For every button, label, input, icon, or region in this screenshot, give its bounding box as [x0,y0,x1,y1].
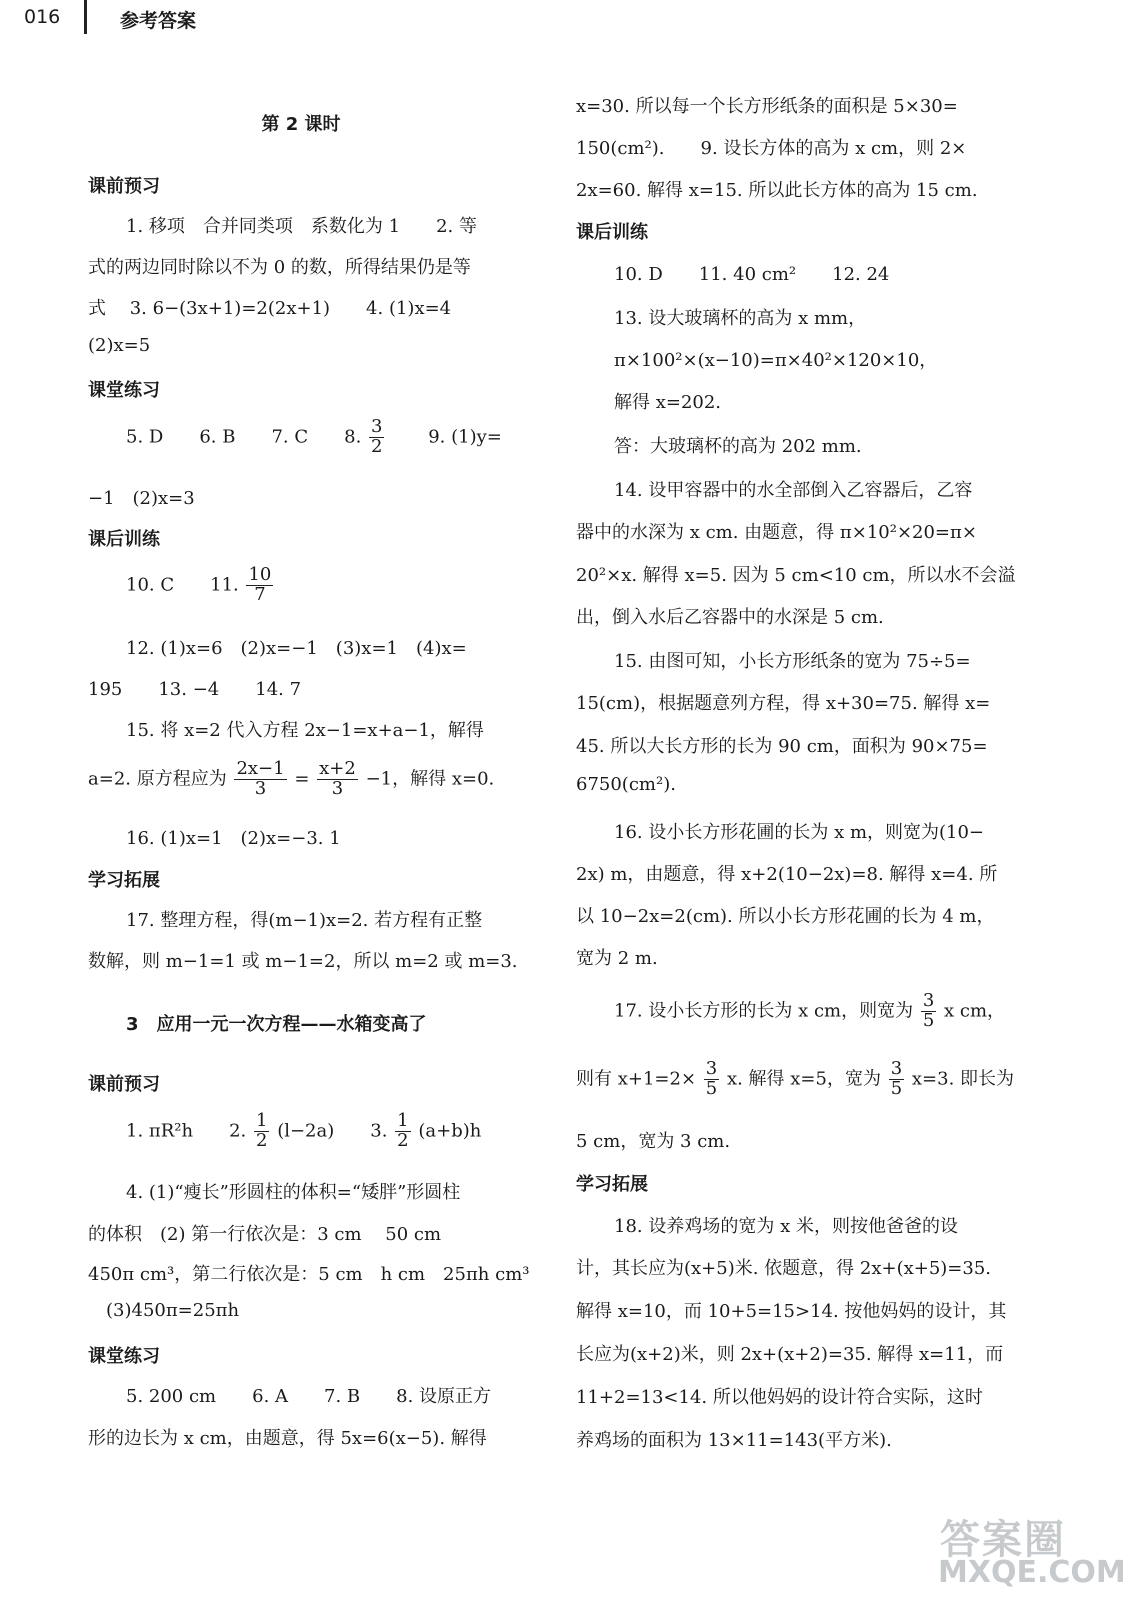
answer-line: 14. 设甲容器中的水全部倒入乙容器后，乙容 [614,480,973,501]
denominator: 2 [371,435,383,457]
fraction [254,1112,269,1151]
answer-line: 5 cm，宽为 3 cm. [576,1131,731,1152]
numerator: 1 [397,1110,409,1131]
denominator: 2 [397,1129,409,1151]
lesson-title: 第 2 课时 [261,114,341,135]
header-divider [84,0,87,34]
fraction [889,1060,904,1099]
fraction [921,992,936,1031]
answer-line [88,418,514,457]
denominator: 2 [256,1129,268,1151]
page-number: 016 [24,6,61,28]
denominator: 5 [922,1009,935,1031]
answer-line: 12. (1)x=6 (2)x=−1 (3)x=1 (4)x= [126,638,467,659]
page-header-title: 参考答案 [120,10,197,32]
answer-text: 则有 x+1=2× [576,1068,697,1090]
answer-line: 4. (1)“瘦长”形圆柱的体积=“矮胖”形圆柱 [126,1182,461,1203]
section-title: 3 应用一元一次方程——水箱变高了 [126,1014,427,1035]
answer-line: 数解，则 m−1=1 或 m−1=2，所以 m=2 或 m=3. [88,951,518,972]
answer-line: 20²×x. 解得 x=5. 因为 5 cm<10 cm，所以水不会溢 [576,565,1016,586]
answer-text: 9. (1)y= [392,426,502,448]
answer-text: x cm， [944,1000,1006,1022]
fraction [395,1112,410,1151]
answer-line: 式 3. 6−(3x+1)=2(2x+1) 4. (1)x=4 [88,298,452,319]
fraction [317,760,358,799]
answer-line: −1 (2)x=3 [88,488,195,509]
answer-line: 16. (1)x=1 (2)x=−3. 1 [126,828,341,849]
numerator: x+2 [319,758,356,779]
answer-line: 450π cm³，第二行依次是：5 cm h cm 25πh cm³ [88,1264,530,1285]
answer-line: 1. 移项 合并同类项 系数化为 1 2. 等 [126,216,477,237]
answer-text: 17. 设小长方形的长为 x cm，则宽为 [614,1000,914,1022]
answer-line: 15. 将 x=2 代入方程 2x−1=x+a−1，解得 [126,720,484,741]
answer-line: 17. 整理方程，得(m−1)x=2. 若方程有正整 [126,910,483,931]
answer-line: 养鸡场的面积为 13×11=143(平方米). [576,1430,892,1451]
answer-line: x=30. 所以每一个长方形纸条的面积是 5×30= [576,96,958,117]
answer-line: 13. 设大玻璃杯的高为 x mm， [614,308,867,329]
fraction [369,418,384,457]
heading-after-class: 课后训练 [88,529,160,550]
answer-line: 2x) m，由题意，得 x+2(10−2x)=8. 解得 x=4. 所 [576,864,998,885]
watermark-logo: 答案圈 [940,1517,1066,1563]
answer-line [576,992,1012,1031]
heading-preview: 课前预习 [88,1074,160,1095]
answer-line [88,566,514,605]
answer-line: 出，倒入水后乙容器中的水深是 5 cm. [576,607,884,628]
answer-line: (3)450π=25πh [106,1300,240,1321]
answer-line: 器中的水深为 x cm. 由题意，得 π×10²×20=π× [576,522,977,543]
answer-text: a=2. 原方程应为 [88,768,227,790]
answer-line: 15(cm)，根据题意列方程，得 x+30=75. 解得 x= [576,693,991,714]
answer-text: (l−2a) 3. [277,1120,388,1142]
answer-line: 18. 设养鸡场的宽为 x 米，则按他爸爸的设 [614,1216,958,1237]
answer-text: x. 解得 x=5，宽为 [726,1068,881,1090]
answer-line: 计，其长应为(x+5)米. 依题意，得 2x+(x+5)=35. [576,1258,992,1279]
answer-line: 形的边长为 x cm，由题意，得 5x=6(x−5). 解得 [88,1428,487,1449]
answer-line: 10. D 11. 40 cm² 12. 24 [614,264,890,285]
heading-class-practice: 课堂练习 [88,1346,160,1367]
heading-after-class: 课后训练 [576,222,648,243]
answer-line: 长应为(x+2)米，则 2x+(x+2)=35. 解得 x=11，而 [576,1344,1004,1365]
answer-text: x=3. 即长为 [911,1068,1015,1090]
fraction [246,566,273,605]
fraction [704,1060,719,1099]
answer-line: 6750(cm²). [576,774,676,795]
answer-line: 15. 由图可知，小长方形纸条的宽为 75÷5= [614,651,971,672]
answer-line: 150(cm²). 9. 设长方体的高为 x cm，则 2× [576,138,967,159]
answer-text: 10. C 11. [126,574,239,596]
answer-line: 式的两边同时除以不为 0 的数，所得结果仍是等 [88,257,471,278]
denominator: 7 [254,583,266,605]
watermark-url: MXQE.COM [938,1555,1126,1590]
answer-text: = [294,768,310,790]
answer-line: 解得 x=10，而 10+5=15>14. 按他妈妈的设计，其 [576,1301,1007,1322]
answer-text: 5. D 6. B 7. C 8. [126,426,362,448]
answer-line: 11+2=13<14. 所以他妈妈的设计符合实际，这时 [576,1387,983,1408]
answer-line: 2x=60. 解得 x=15. 所以此长方体的高为 15 cm. [576,180,978,201]
heading-extension: 学习拓展 [88,870,160,891]
numerator: 3 [371,416,383,437]
fraction [234,760,286,799]
answer-line [88,760,514,799]
answer-line: 解得 x=202. [614,392,722,413]
denominator: 3 [254,777,267,799]
answer-line: (2)x=5 [88,335,151,356]
denominator: 5 [890,1077,903,1099]
answer-line [88,1112,514,1151]
heading-extension: 学习拓展 [576,1174,648,1195]
answer-text: (a+b)h [418,1120,482,1142]
numerator: 3 [922,990,935,1011]
answer-line [576,1058,1015,1099]
denominator: 3 [331,777,344,799]
answer-line: 16. 设小长方形花圃的长为 x m，则宽为(10− [614,822,985,843]
answer-line: 45. 所以大长方形的长为 90 cm，面积为 90×75= [576,736,988,757]
answer-line: 195 13. −4 14. 7 [88,679,302,700]
numerator: 3 [705,1058,718,1079]
numerator: 10 [248,564,272,585]
denominator: 5 [705,1077,718,1099]
answer-line: 以 10−2x=2(cm). 所以小长方形花圃的长为 4 m， [576,906,995,927]
answer-text: 1. πR²h 2. [126,1120,247,1142]
numerator: 2x−1 [236,758,285,779]
answer-line: 的体积 (2) 第一行依次是：3 cm 50 cm [88,1224,442,1245]
answer-line: 宽为 2 m. [576,948,658,969]
answer-line: 答：大玻璃杯的高为 202 mm. [614,436,862,457]
answer-text: −1，解得 x=0. [365,768,495,790]
heading-class-practice: 课堂练习 [88,380,160,401]
numerator: 1 [256,1110,268,1131]
answer-line: π×100²×(x−10)=π×40²×120×10， [614,350,938,371]
numerator: 3 [890,1058,903,1079]
heading-preview: 课前预习 [88,176,160,197]
answer-line: 5. 200 cm 6. A 7. B 8. 设原正方 [126,1386,492,1407]
